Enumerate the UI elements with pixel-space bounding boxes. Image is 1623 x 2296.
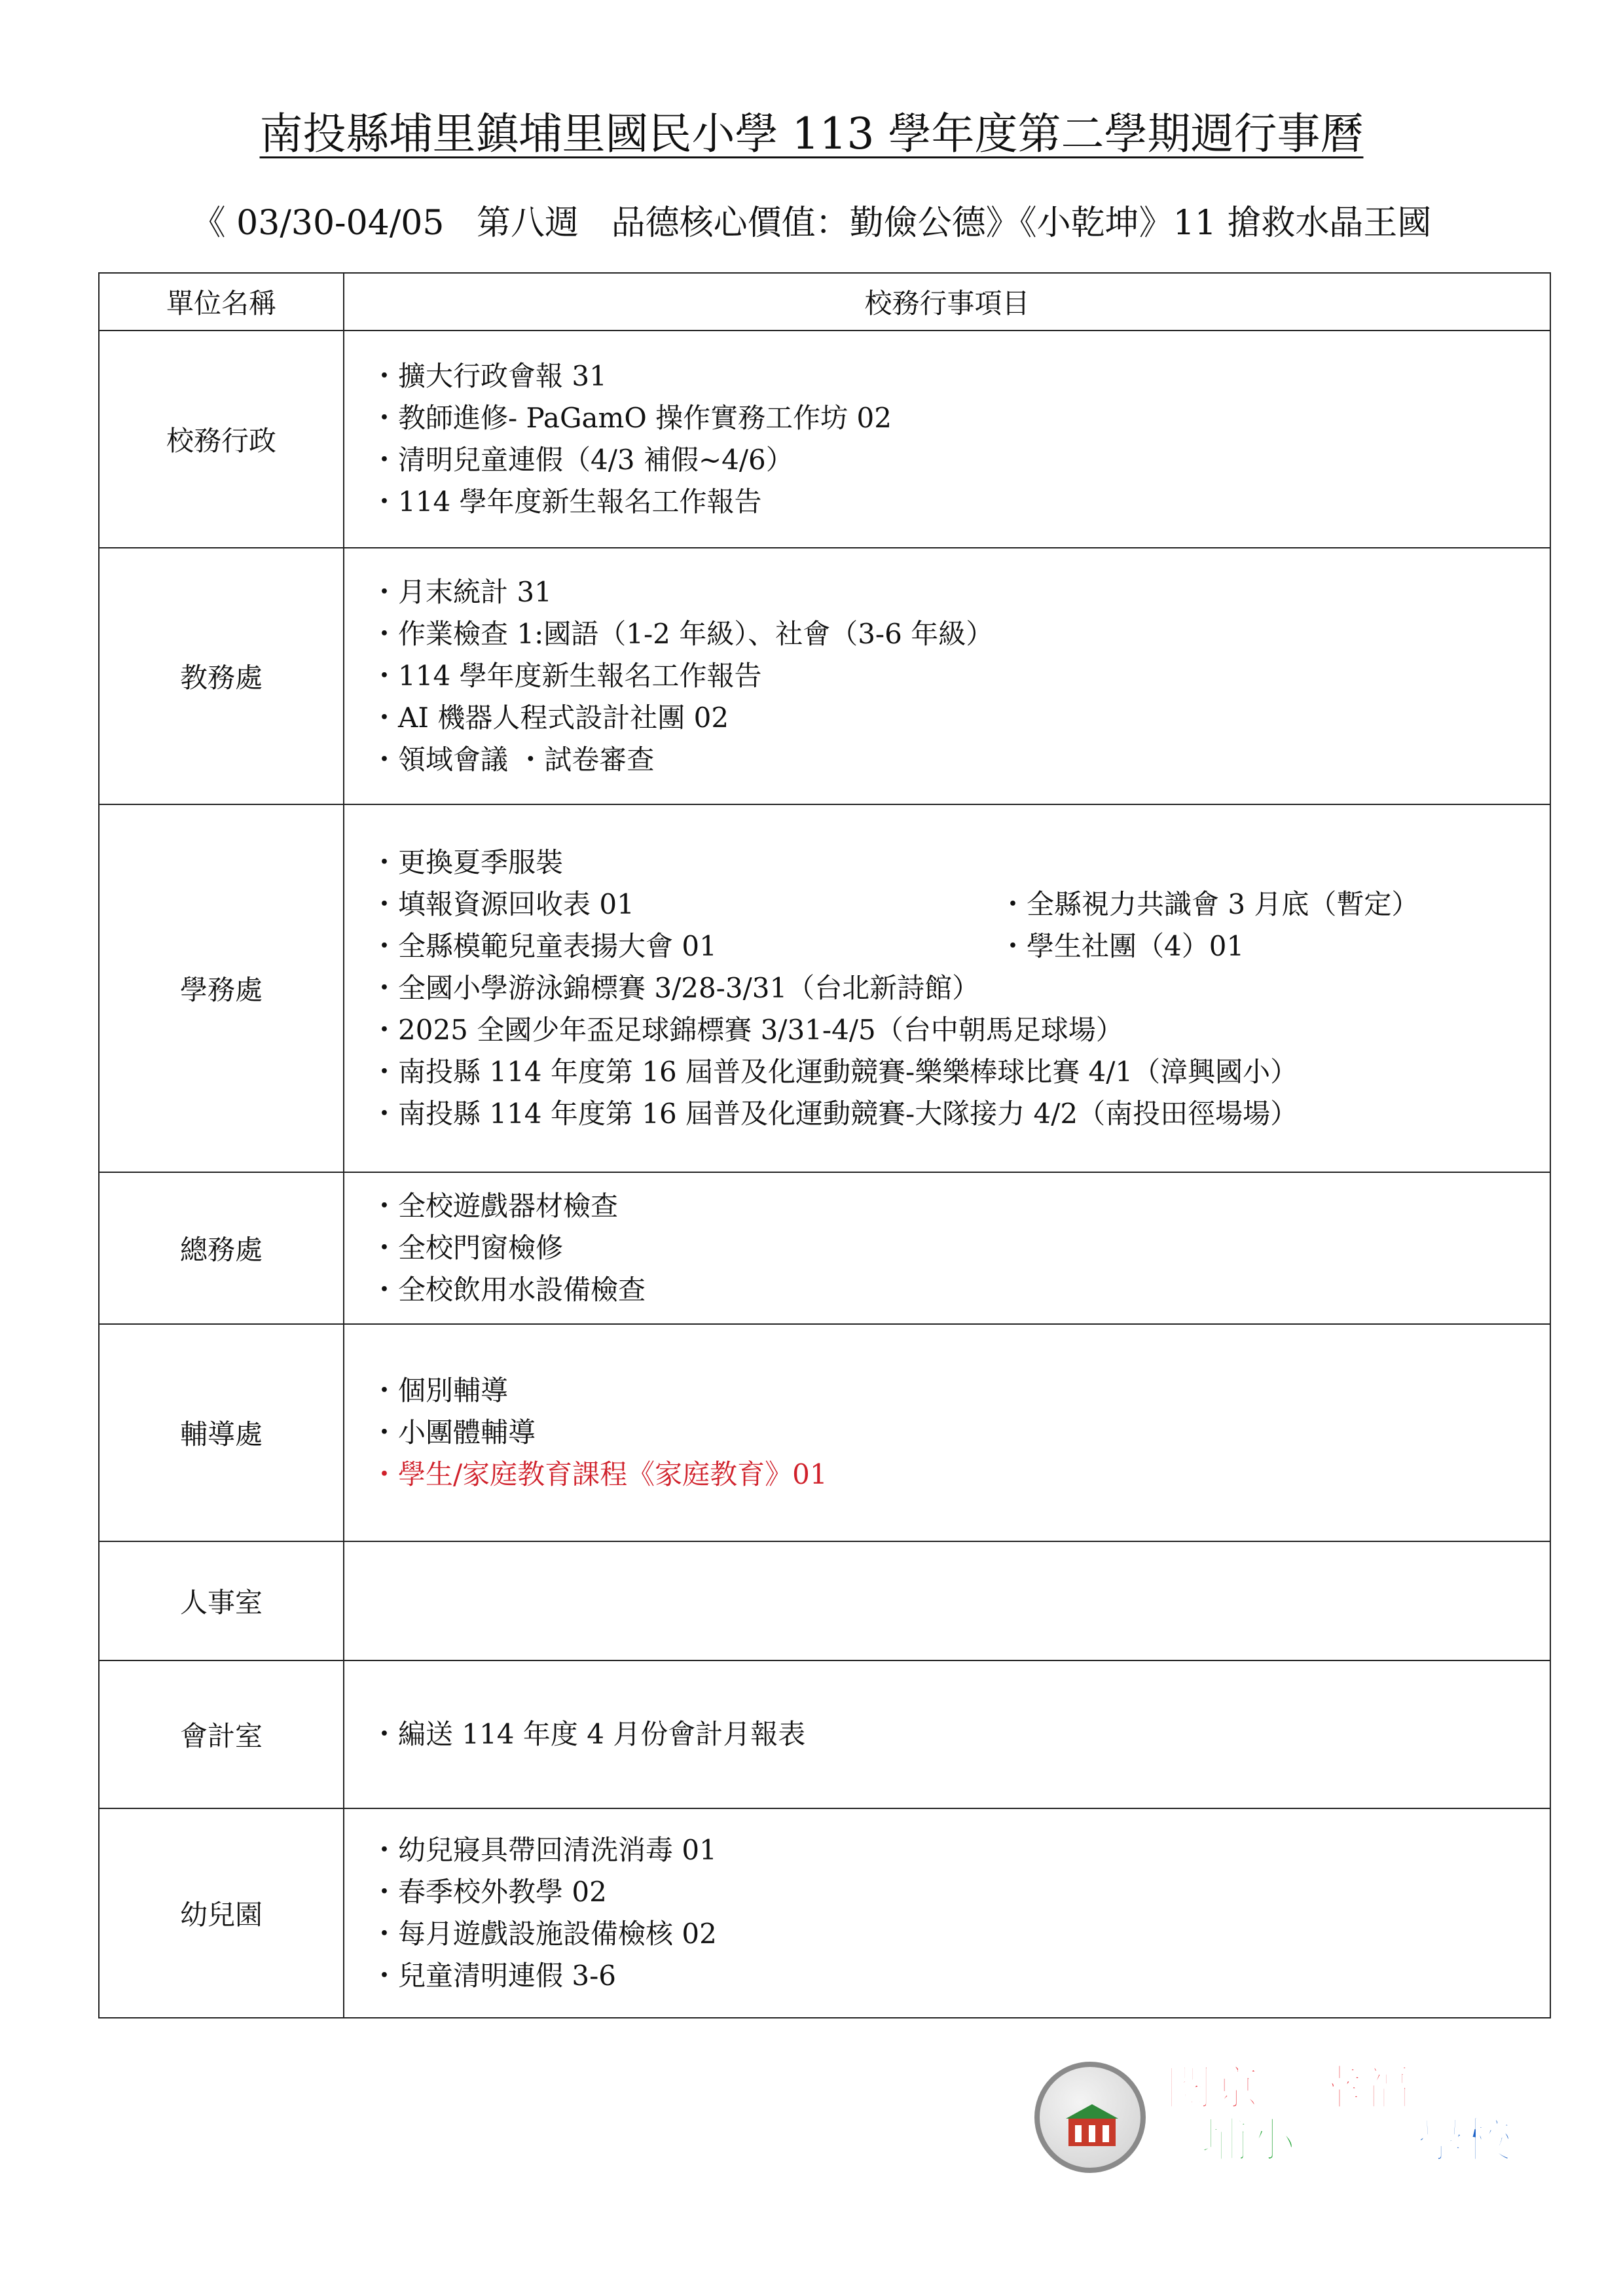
table-row <box>99 1324 1550 1541</box>
table-row <box>99 1808 1550 2018</box>
list-item-pair <box>371 884 1550 925</box>
unit-items <box>344 548 1550 804</box>
list-item: ・小團體輔導 <box>371 1416 536 1448</box>
list-item: ・月末統計 31 <box>371 576 552 608</box>
list-item: ・作業檢查 1:國語（1-2 年級）、社會（3-6 年級） <box>371 618 994 650</box>
table-row <box>99 331 1550 548</box>
unit-items <box>344 1324 1550 1541</box>
list-item: ・全校飲用水設備檢查 <box>371 1274 646 1306</box>
list-item: ・AI 機器人程式設計社團 02 <box>371 702 729 734</box>
table-row <box>99 1172 1550 1324</box>
logo-word: 幸福 <box>1316 2060 1411 2115</box>
unit-name: 總務處 <box>99 1172 344 1324</box>
list-item-highlight: ・學生/家庭教育課程《家庭教育》01 <box>371 1458 828 1490</box>
list-item: ・兒童清明連假 3-6 <box>371 1960 616 1992</box>
unit-name: 教務處 <box>99 548 344 804</box>
page-subtitle: 《 03/30-04/05 第八週 品德核心價值：勤儉公德》《小乾坤》11 搶救水晶王國 <box>191 204 1432 243</box>
list-item: ・2025 全國少年盃足球錦標賽 3/31-4/5（台中朝馬足球場） <box>371 1014 1123 1046</box>
table-row <box>99 1660 1550 1808</box>
list-item: ・擴大行政會報 31 <box>371 360 607 392</box>
unit-items <box>344 1541 1550 1660</box>
school-emblem-icon <box>1034 2062 1146 2173</box>
list-item: ・全校遊戲器材檢查 <box>371 1190 619 1222</box>
list-item: ・填報資源回收表 01 <box>371 888 634 920</box>
list-item: ・全國小學游泳錦標賽 3/28-3/31（台北新詩館） <box>371 972 980 1004</box>
list-item: ・領域會議 ・試卷審查 <box>371 744 655 776</box>
list-item-pair <box>371 925 1550 967</box>
building-icon <box>1066 2103 1118 2149</box>
list-item: ・編送 114 年度 4 月份會計月報表 <box>371 1718 806 1750</box>
list-item: ・南投縣 114 年度第 16 屆普及化運動競賽-樂樂棒球比賽 4/1（漳興國小） <box>371 1056 1298 1088</box>
unit-name: 人事室 <box>99 1541 344 1660</box>
list-item: ・南投縣 114 年度第 16 屆普及化運動競賽-大隊接力 4/2（南投田徑場場） <box>371 1098 1298 1130</box>
weekly-calendar-table <box>98 272 1551 2018</box>
table-row <box>99 1541 1550 1660</box>
list-item: ・每月遊戲設施設備檢核 02 <box>371 1918 717 1950</box>
unit-items <box>344 1808 1550 2018</box>
list-item: ・春季校外教學 02 <box>371 1876 607 1908</box>
school-logo <box>1034 2049 1532 2193</box>
list-item: ・114 學年度新生報名工作報告 <box>371 486 762 518</box>
unit-name: 幼兒園 <box>99 1808 344 2018</box>
table-row <box>99 804 1550 1172</box>
unit-name: 校務行政 <box>99 331 344 548</box>
header-items: 校務行事項目 <box>344 273 1550 331</box>
list-item: ・學生社團（4）01 <box>999 930 1245 962</box>
unit-name: 學務處 <box>99 804 344 1172</box>
list-item: ・個別輔導 <box>371 1374 509 1407</box>
page-title: 南投縣埔里鎮埔里國民小學 113 學年度第二學期週行事曆 <box>259 109 1364 159</box>
list-item: ・幼兒寢具帶回清洗消毒 01 <box>371 1834 717 1866</box>
unit-items <box>344 804 1550 1172</box>
unit-name: 輔導處 <box>99 1324 344 1541</box>
unit-name: 會計室 <box>99 1660 344 1808</box>
list-item: ・全校門窗檢修 <box>371 1232 564 1264</box>
list-item: ・清明兒童連假（4/3 補假~4/6） <box>371 444 793 476</box>
list-item: ・教師進修- PaGamO 操作實務工作坊 02 <box>371 402 892 434</box>
unit-items <box>344 1660 1550 1808</box>
list-item: ・全縣視力共識會 3 月底（暫定） <box>999 888 1419 920</box>
list-item: ・全縣模範兒童表揚大會 01 <box>371 930 717 962</box>
logo-word: 埔小 <box>1201 2113 1296 2168</box>
list-item: ・114 學年度新生報名工作報告 <box>371 660 762 692</box>
logo-word: 閱京 <box>1165 2060 1260 2115</box>
header-unit: 單位名稱 <box>99 273 344 331</box>
table-header-row <box>99 273 1550 331</box>
unit-items <box>344 1172 1550 1324</box>
list-item: ・更換夏季服裝 <box>371 846 564 878</box>
table-row <box>99 548 1550 804</box>
logo-word: 學校 <box>1417 2113 1512 2168</box>
unit-items <box>344 331 1550 548</box>
